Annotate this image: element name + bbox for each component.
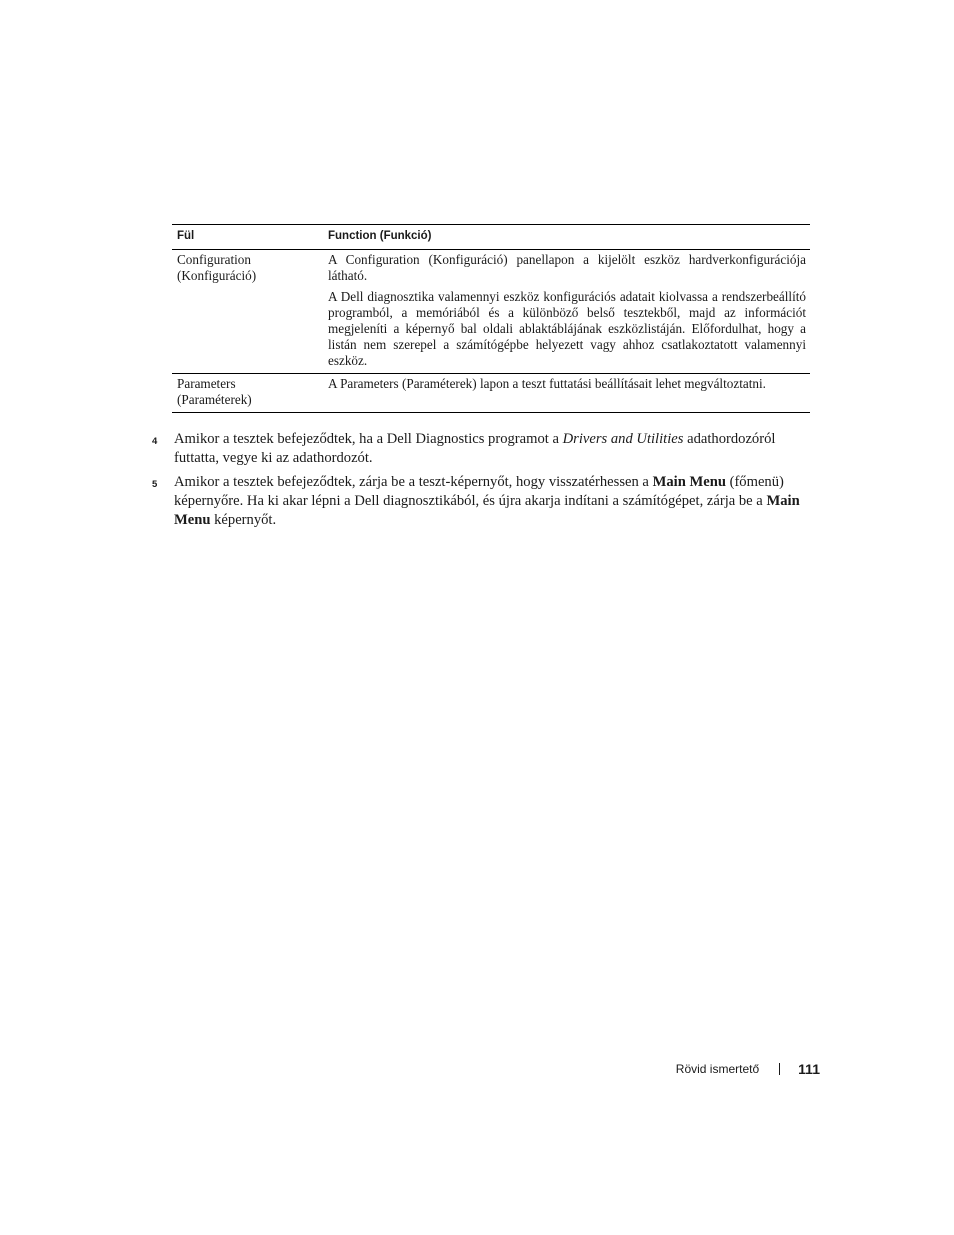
footer-section-title: Rövid ismertető — [675, 1062, 760, 1076]
tab-name: Configuration — [177, 252, 251, 267]
numbered-steps — [152, 430, 812, 535]
cell-tab-parameters — [172, 374, 323, 413]
step-text: Amikor a tesztek befejeződtek, zárja be a teszt-képernyőt, hogy visszatérhessen a Main Menu (főmenü) képernyőre. Ha ki akar lépni a Dell diagnosztikából, és újra akarja indítani a számítógépet, zárja be a Main Menu képernyőt. — [174, 474, 800, 528]
media-name: Drivers and Utilities — [562, 431, 684, 447]
cell-function-parameters — [323, 374, 810, 413]
tab-name-translation: (Paraméterek) — [177, 392, 252, 407]
header-function: Function (Funkció) — [323, 225, 810, 250]
step-4 — [152, 430, 812, 468]
step-number: 4 — [152, 436, 158, 447]
page-number: 111 — [798, 1061, 820, 1077]
function-paragraph: A Parameters (Paraméterek) lapon a teszt futtatási beállításait lehet megváltoztatni. — [328, 376, 766, 391]
table-header-row — [172, 225, 810, 250]
step-number: 5 — [152, 479, 158, 490]
tab-name: Parameters — [177, 376, 236, 391]
function-paragraph: A Configuration (Konfiguráció) panellapon a kijelölt eszköz hardverkonfigurációja látható. — [328, 252, 806, 283]
footer-divider — [779, 1063, 780, 1075]
cell-function-configuration — [323, 250, 810, 374]
function-paragraph: A Dell diagnosztika valamennyi eszköz konfigurációs adatait kiolvassa a rendszerbeállító programból, a memóriából és a különböző belső tesztekből, majd az információt megjeleníti a képernyő bal oldali ablaktáblájának eszközlistáján. Előfordulhat, hogy a listán nem szerepel a számítógépbe helyezett vagy ahhoz csatlakoztatott valamennyi eszköz. — [328, 289, 806, 368]
step-text: Amikor a tesztek befejeződtek, ha a Dell Diagnostics programot a Drivers and Utilities adathordozóról futtatta, vegye ki az adathordozót. — [174, 431, 776, 466]
tab-name-translation: (Konfiguráció) — [177, 268, 257, 283]
diagnostics-tabs-table — [172, 224, 810, 413]
cell-tab-configuration — [172, 250, 323, 374]
page-footer — [676, 1061, 820, 1077]
menu-name: Main Menu — [652, 474, 726, 490]
header-tab: Fül — [172, 225, 323, 250]
menu-name: Main Menu — [174, 493, 800, 528]
table-row-configuration — [172, 250, 810, 374]
table-row-parameters — [172, 374, 810, 413]
step-5 — [152, 473, 812, 530]
